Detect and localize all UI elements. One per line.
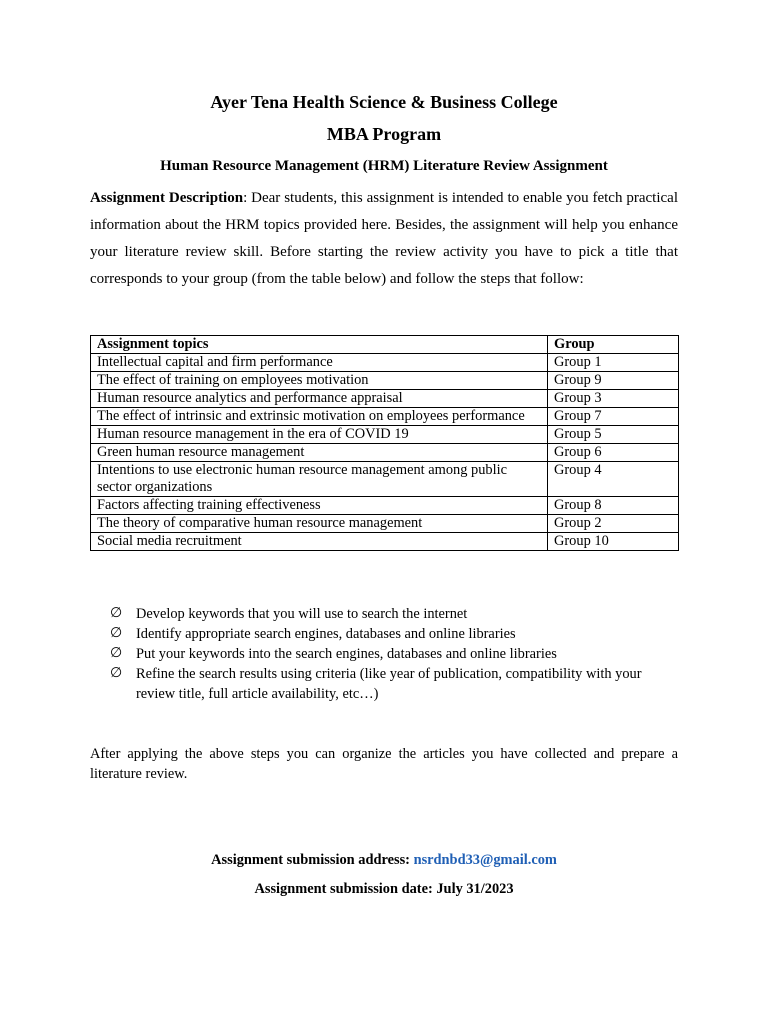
table-row — [91, 462, 679, 497]
empty-set-bullet-icon: ∅ — [110, 666, 123, 681]
description-label: Assignment Description — [90, 190, 244, 206]
table-row — [91, 372, 679, 390]
group-cell: Group 6 — [548, 444, 679, 462]
header-group: Group — [548, 336, 679, 354]
list-item — [110, 644, 680, 664]
email-link[interactable]: nsrdnbd33@gmail.com — [413, 852, 557, 868]
group-cell: Group 4 — [548, 462, 679, 497]
topic-cell: The effect of training on employees motivation — [91, 372, 548, 390]
list-item — [110, 604, 680, 624]
group-cell: Group 5 — [548, 426, 679, 444]
topic-cell: Human resource analytics and performance appraisal — [91, 390, 548, 408]
step-text: Put your keywords into the search engines, databases and online libraries — [136, 646, 557, 662]
topic-cell: Social media recruitment — [91, 533, 548, 551]
step-text: Refine the search results using criteria (like year of publication, compatibility with your review title, full article availability, etc…) — [136, 666, 642, 702]
group-cell: Group 10 — [548, 533, 679, 551]
topic-cell: The effect of intrinsic and extrinsic motivation on employees performance — [91, 408, 548, 426]
empty-set-bullet-icon: ∅ — [110, 646, 123, 661]
list-item — [110, 624, 680, 644]
empty-set-bullet-icon: ∅ — [110, 626, 123, 641]
topic-cell: Green human resource management — [91, 444, 548, 462]
description-text: : Dear students, this assignment is intended to enable you fetch practical information about the HRM topics provided here. Besides, the assignment will help you enhance your literature review skill. Before starting the review activity you have to pick a title that corresponds to your group (from the table below) and follow the steps that follow: — [90, 190, 678, 287]
list-item — [110, 664, 680, 704]
submission-address — [0, 852, 768, 869]
step-text: Identify appropriate search engines, databases and online libraries — [136, 626, 516, 642]
assignment-description — [90, 185, 678, 293]
table-header-row — [91, 336, 679, 354]
group-cell: Group 7 — [548, 408, 679, 426]
topic-cell: Intellectual capital and firm performance — [91, 354, 548, 372]
step-text: Develop keywords that you will use to search the internet — [136, 606, 468, 622]
table-row — [91, 533, 679, 551]
table-row — [91, 408, 679, 426]
group-cell: Group 3 — [548, 390, 679, 408]
table-row — [91, 497, 679, 515]
topic-cell: Human resource management in the era of COVID 19 — [91, 426, 548, 444]
assignment-title: Human Resource Management (HRM) Literature Review Assignment — [160, 158, 608, 174]
submission-date: Assignment submission date: July 31/2023 — [254, 881, 514, 897]
topic-cell: Intentions to use electronic human resource management among public sector organizations — [91, 462, 548, 497]
group-cell: Group 2 — [548, 515, 679, 533]
submission-address-label: Assignment submission address: — [211, 852, 414, 868]
table-row — [91, 444, 679, 462]
topic-cell: The theory of comparative human resource management — [91, 515, 548, 533]
table-row — [91, 390, 679, 408]
group-cell: Group 1 — [548, 354, 679, 372]
steps-list — [110, 604, 680, 704]
table-row — [91, 354, 679, 372]
table-row — [91, 426, 679, 444]
program-name: MBA Program — [326, 124, 442, 144]
topics-table — [90, 335, 679, 551]
table-row — [91, 515, 679, 533]
college-name: Ayer Tena Health Science & Business College — [210, 92, 558, 112]
empty-set-bullet-icon: ∅ — [110, 606, 123, 621]
header-topics: Assignment topics — [91, 336, 548, 354]
closing-paragraph: After applying the above steps you can organize the articles you have collected and prepare a literature review. — [90, 746, 678, 782]
group-cell: Group 9 — [548, 372, 679, 390]
group-cell: Group 8 — [548, 497, 679, 515]
topic-cell: Factors affecting training effectiveness — [91, 497, 548, 515]
